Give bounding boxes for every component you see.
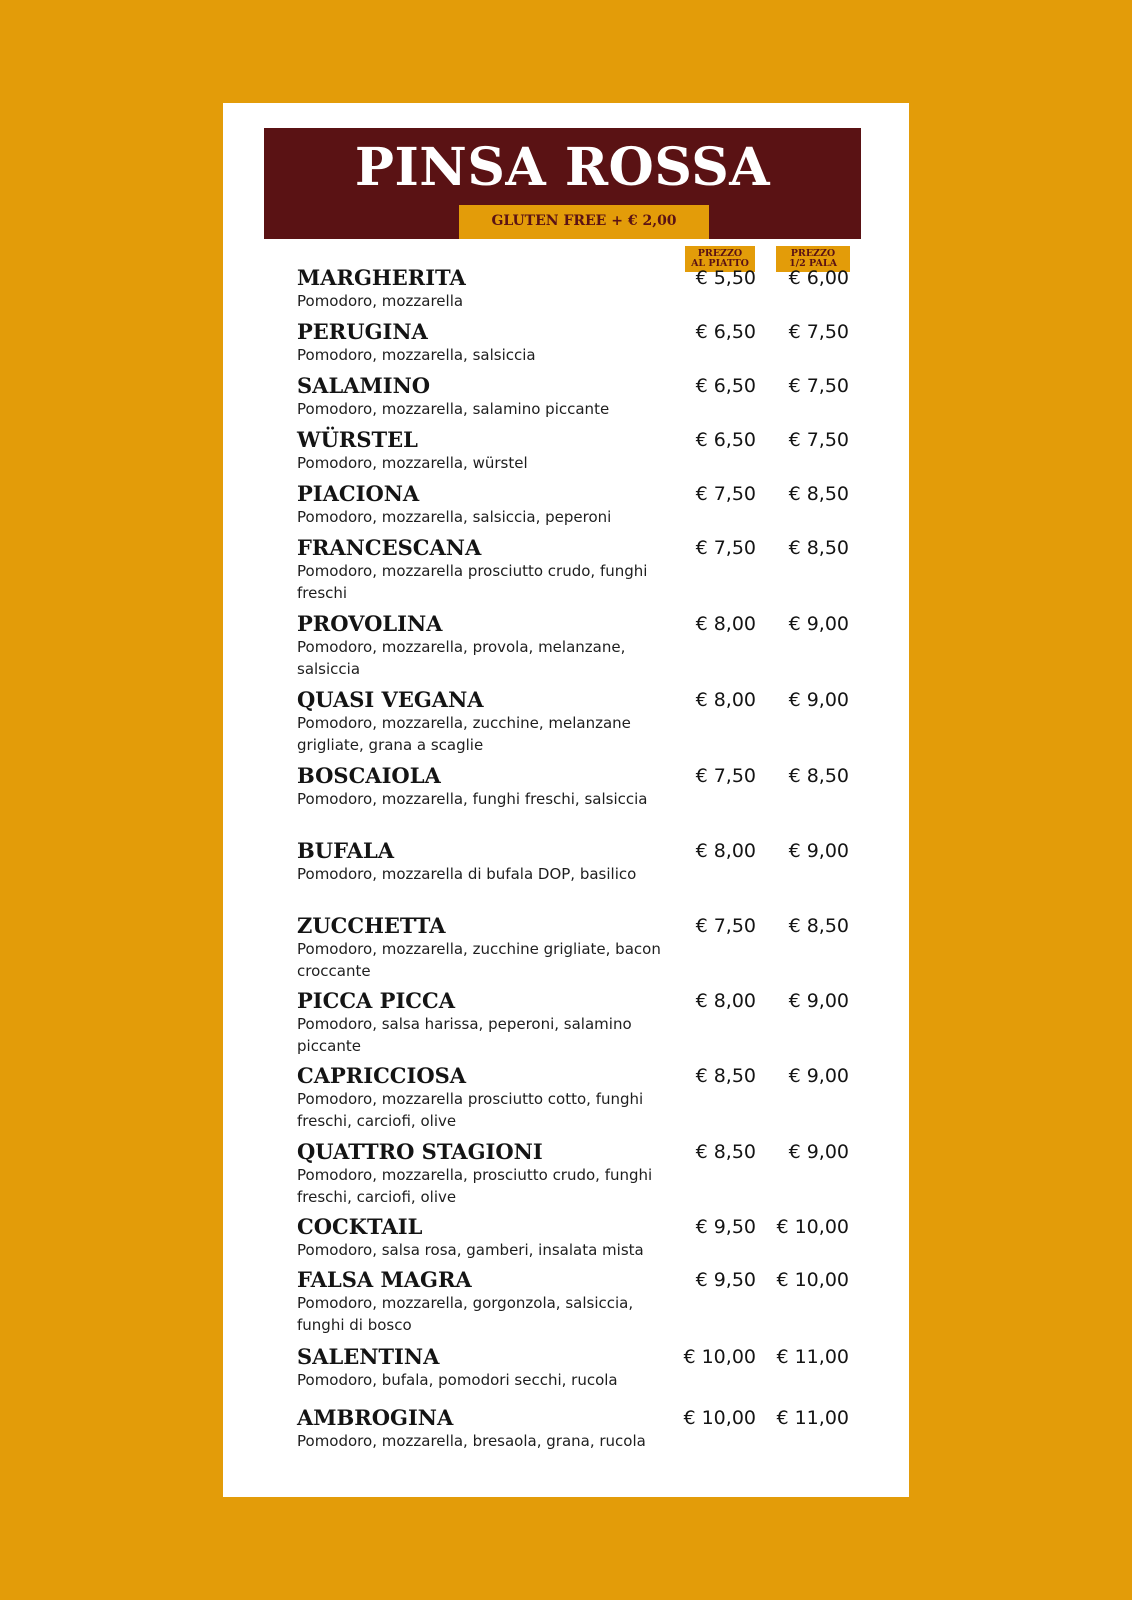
item-name: PICCA PICCA <box>297 988 455 1013</box>
price-half-pala: € 9,00 <box>788 613 849 635</box>
price-half-pala: € 9,00 <box>788 990 849 1012</box>
item-description: Pomodoro, mozzarella, salsiccia <box>297 346 536 364</box>
item-name: CAPRICCIOSA <box>297 1063 467 1088</box>
item-name: QUASI VEGANA <box>297 687 484 712</box>
item-name: COCKTAIL <box>297 1214 423 1239</box>
price-al-piatto: € 10,00 <box>683 1407 756 1429</box>
column-header-line: PREZZO <box>697 248 743 259</box>
price-al-piatto: € 6,50 <box>695 321 756 343</box>
price-half-pala: € 10,00 <box>776 1269 849 1291</box>
price-half-pala: € 11,00 <box>776 1346 849 1368</box>
price-al-piatto: € 7,50 <box>695 483 756 505</box>
price-half-pala: € 11,00 <box>776 1407 849 1429</box>
price-half-pala: € 8,50 <box>788 915 849 937</box>
price-al-piatto: € 8,50 <box>695 1141 756 1163</box>
item-description: Pomodoro, mozzarella <box>297 292 464 310</box>
item-description: Pomodoro, mozzarella, salamino piccante <box>297 400 610 418</box>
item-description: Pomodoro, mozzarella, würstel <box>297 454 528 472</box>
price-al-piatto: € 7,50 <box>695 537 756 559</box>
price-al-piatto: € 10,00 <box>683 1346 756 1368</box>
price-al-piatto: € 7,50 <box>695 765 756 787</box>
price-al-piatto: € 5,50 <box>695 267 756 289</box>
price-half-pala: € 9,00 <box>788 1141 849 1163</box>
gluten-free-badge: GLUTEN FREE + € 2,00 <box>459 205 709 239</box>
item-description: Pomodoro, mozzarella, provola, melanzane, salsiccia <box>297 638 626 678</box>
menu-title: PINSA ROSSA <box>354 137 771 198</box>
price-al-piatto: € 6,50 <box>695 375 756 397</box>
item-name: BOSCAIOLA <box>297 763 441 788</box>
item-description: Pomodoro, mozzarella, bresaola, grana, rucola <box>297 1432 646 1450</box>
column-header-line: PREZZO <box>790 248 836 259</box>
item-name: PROVOLINA <box>297 611 443 636</box>
price-half-pala: € 9,00 <box>788 689 849 711</box>
item-name: WÜRSTEL <box>297 427 418 452</box>
item-name: AMBROGINA <box>297 1405 454 1430</box>
price-half-pala: € 8,50 <box>788 537 849 559</box>
item-description: Pomodoro, mozzarella, zucchine grigliate, bacon croccante <box>297 940 661 980</box>
item-description: Pomodoro, mozzarella prosciutto cotto, funghi freschi, carciofi, olive <box>297 1090 644 1130</box>
item-name: FRANCESCANA <box>297 535 482 560</box>
item-description: Pomodoro, mozzarella prosciutto crudo, funghi freschi <box>297 562 648 602</box>
item-description: Pomodoro, mozzarella, prosciutto crudo, funghi freschi, carciofi, olive <box>297 1166 653 1206</box>
price-half-pala: € 10,00 <box>776 1216 849 1238</box>
item-description: Pomodoro, mozzarella, salsiccia, peperoni <box>297 508 612 526</box>
price-al-piatto: € 7,50 <box>695 915 756 937</box>
price-half-pala: € 7,50 <box>788 429 849 451</box>
price-half-pala: € 7,50 <box>788 321 849 343</box>
price-half-pala: € 6,00 <box>788 267 849 289</box>
price-al-piatto: € 9,50 <box>695 1216 756 1238</box>
column-header-line: AL PIATTO <box>691 258 749 269</box>
item-name: PIACIONA <box>297 481 420 506</box>
price-half-pala: € 9,00 <box>788 1065 849 1087</box>
menu-card <box>223 103 909 1497</box>
price-half-pala: € 7,50 <box>788 375 849 397</box>
item-name: SALAMINO <box>297 373 431 398</box>
item-name: BUFALA <box>297 838 395 863</box>
item-name: ZUCCHETTA <box>297 913 446 938</box>
item-description: Pomodoro, mozzarella di bufala DOP, basilico <box>297 865 637 883</box>
item-description: Pomodoro, mozzarella, zucchine, melanzane grigliate, grana a scaglie <box>297 714 631 754</box>
item-description: Pomodoro, mozzarella, funghi freschi, salsiccia <box>297 790 648 808</box>
item-name: FALSA MAGRA <box>297 1267 472 1292</box>
item-description: Pomodoro, bufala, pomodori secchi, rucola <box>297 1371 618 1389</box>
item-description: Pomodoro, mozzarella, gorgonzola, salsiccia, funghi di bosco <box>297 1294 634 1334</box>
menu-header <box>264 128 861 239</box>
item-name: QUATTRO STAGIONI <box>297 1139 543 1164</box>
price-half-pala: € 9,00 <box>788 840 849 862</box>
price-al-piatto: € 6,50 <box>695 429 756 451</box>
price-al-piatto: € 9,50 <box>695 1269 756 1291</box>
price-al-piatto: € 8,00 <box>695 689 756 711</box>
item-name: PERUGINA <box>297 319 428 344</box>
item-name: SALENTINA <box>297 1344 440 1369</box>
price-al-piatto: € 8,00 <box>695 840 756 862</box>
price-al-piatto: € 8,50 <box>695 1065 756 1087</box>
price-al-piatto: € 8,00 <box>695 613 756 635</box>
price-al-piatto: € 8,00 <box>695 990 756 1012</box>
column-header-line: 1/2 PALA <box>789 258 837 269</box>
item-description: Pomodoro, salsa harissa, peperoni, salamino piccante <box>297 1015 632 1055</box>
item-description: Pomodoro, salsa rosa, gamberi, insalata mista <box>297 1241 644 1259</box>
item-name: MARGHERITA <box>297 265 466 290</box>
price-half-pala: € 8,50 <box>788 765 849 787</box>
price-half-pala: € 8,50 <box>788 483 849 505</box>
